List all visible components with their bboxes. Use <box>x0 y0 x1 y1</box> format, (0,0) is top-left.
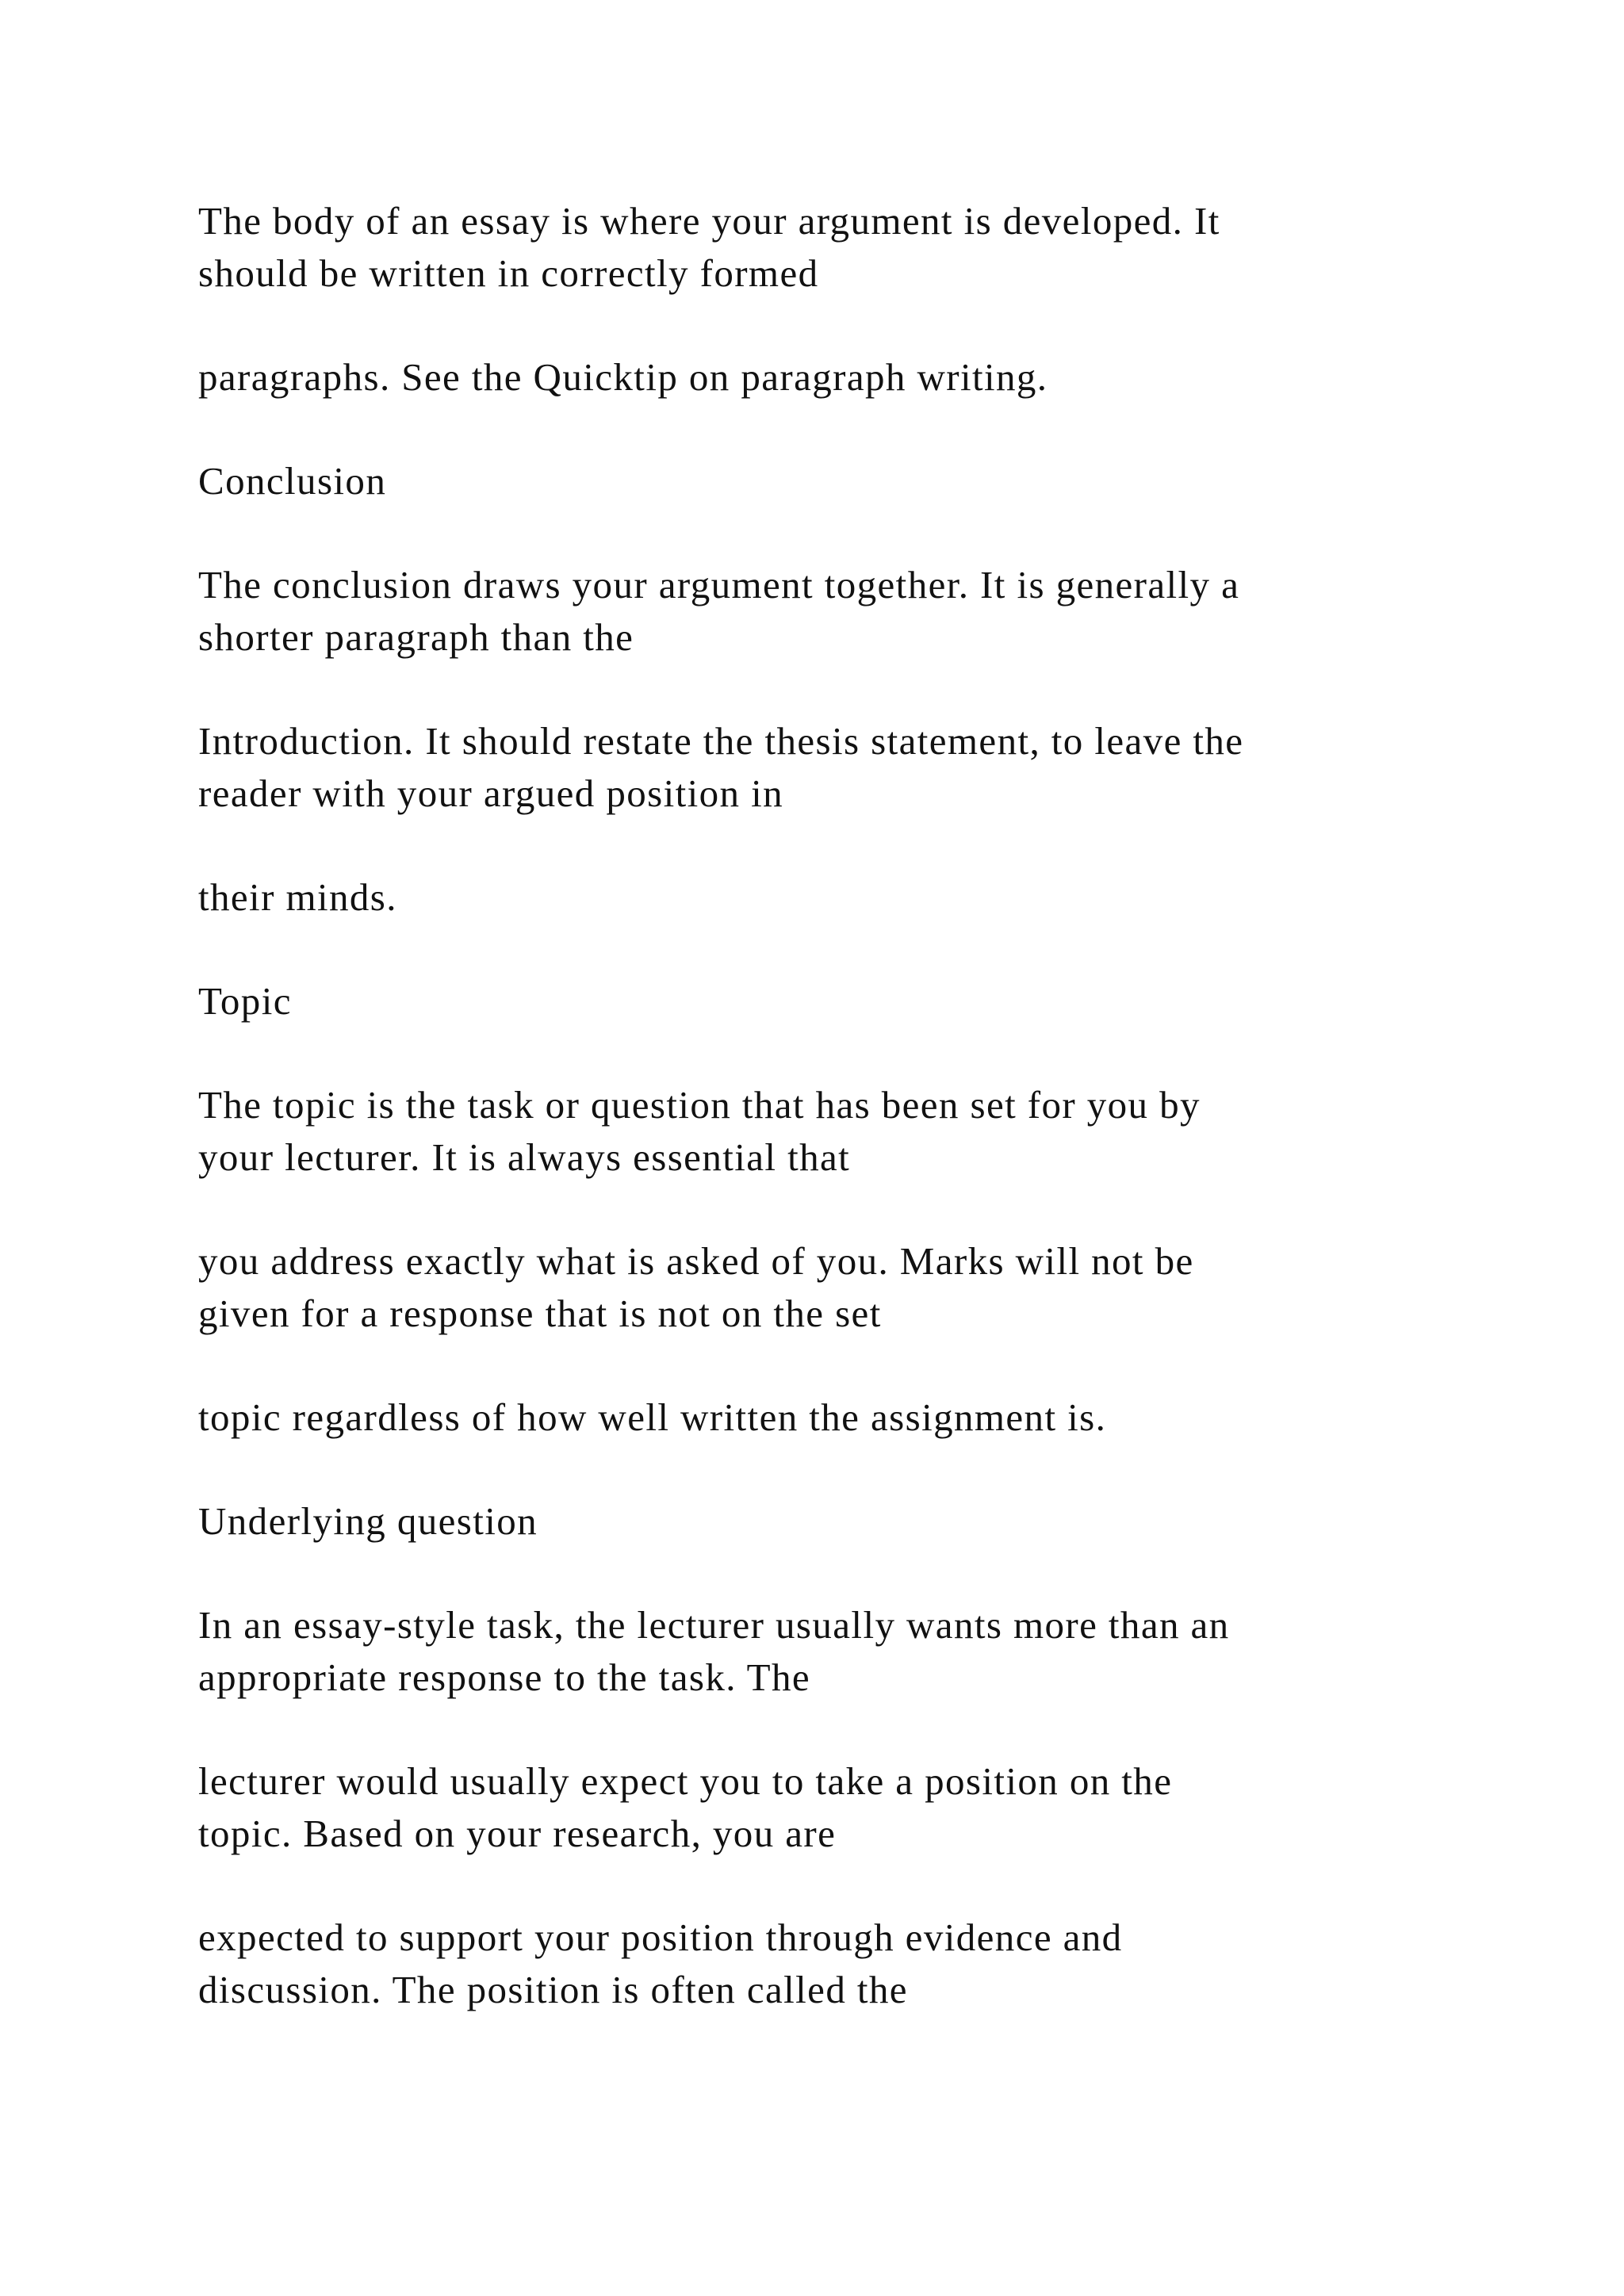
paragraph <box>198 1755 1483 1860</box>
text-line: lecturer would usually expect you to take a position on the <box>198 1759 1173 1803</box>
text-line: The topic is the task or question that has been set for you by <box>198 1083 1201 1127</box>
text-line: shorter paragraph than the <box>198 615 634 659</box>
paragraph <box>198 1079 1483 1184</box>
heading-text: Conclusion <box>198 459 387 503</box>
text-line: expected to support your position through evidence and <box>198 1915 1123 1959</box>
paragraph <box>198 1599 1483 1704</box>
text-line: their minds. <box>198 875 397 919</box>
paragraph <box>198 715 1483 820</box>
paragraph <box>198 871 1483 924</box>
text-line: reader with your argued position in <box>198 771 784 815</box>
text-line: you address exactly what is asked of you. Marks will not be <box>198 1239 1194 1283</box>
text-line: Introduction. It should restate the thesis statement, to leave the <box>198 719 1244 763</box>
document-body <box>198 195 1483 2068</box>
section-heading-conclusion <box>198 455 1483 507</box>
paragraph <box>198 559 1483 664</box>
text-line: your lecturer. It is always essential that <box>198 1135 851 1179</box>
paragraph <box>198 351 1483 404</box>
paragraph <box>198 1235 1483 1340</box>
paragraph <box>198 195 1483 300</box>
heading-text: Topic <box>198 979 292 1023</box>
text-line: given for a response that is not on the set <box>198 1292 882 1335</box>
text-line: The body of an essay is where your argument is developed. It <box>198 199 1220 243</box>
text-line: paragraphs. See the Quicktip on paragraph writing. <box>198 355 1048 399</box>
text-line: appropriate response to the task. The <box>198 1655 811 1699</box>
text-line: topic regardless of how well written the assignment is. <box>198 1395 1107 1439</box>
heading-text: Underlying question <box>198 1499 538 1543</box>
paragraph <box>198 1391 1483 1444</box>
text-line: discussion. The position is often called the <box>198 1968 908 2011</box>
section-heading-topic <box>198 975 1483 1027</box>
paragraph <box>198 1911 1483 2016</box>
text-line: should be written in correctly formed <box>198 251 819 295</box>
text-line: topic. Based on your research, you are <box>198 1812 837 1855</box>
text-line: In an essay-style task, the lecturer usually wants more than an <box>198 1603 1230 1647</box>
section-heading-underlying-question <box>198 1495 1483 1548</box>
text-line: The conclusion draws your argument together. It is generally a <box>198 563 1240 607</box>
